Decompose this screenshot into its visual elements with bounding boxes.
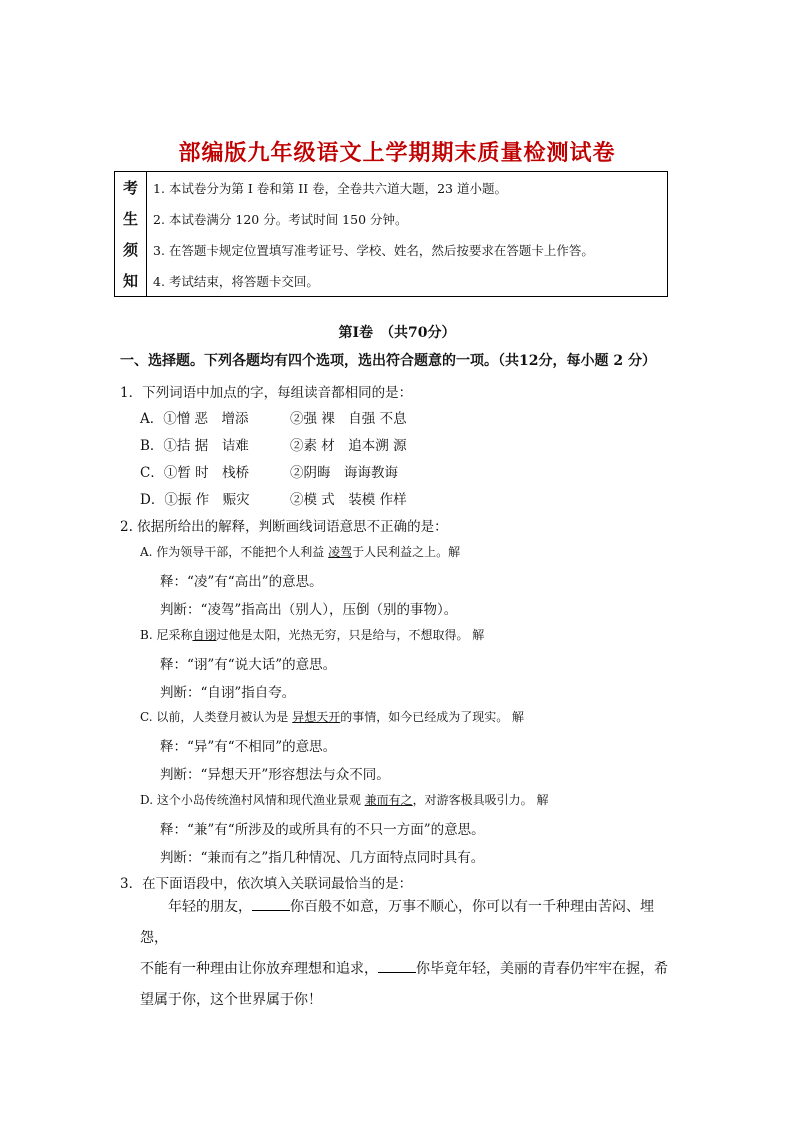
q2-option-a [140,543,460,560]
q1-stem: 1．下列词语中加点的字，每组读音都相同的是： [120,385,413,401]
q2-c-explanation: 释：“异”有“不相同”的意思。 [160,739,337,755]
notice-label [115,172,147,296]
q2-stem: 2. 依据所给出的解释，判断画线词语意思不正确的是： [120,519,448,535]
q2-option-d [140,791,548,808]
part1-title: 一、选择题。下列各题均有四个选项，选出符合题意的一项。（共12分，每小题 2 分） [120,353,656,369]
notice-label-char: 生 [122,210,138,228]
section-title: 第Ⅰ卷 （共70分） [338,325,456,341]
q2-a-explanation: 释：“凌”有“高出”的意思。 [160,574,323,590]
notice-label-char: 须 [122,241,138,259]
q1-option-b-1: B．①拮 据 诘难 [140,438,249,454]
q3-stem: 3．在下面语段中，依次填入关联词最恰当的是： [120,876,413,892]
q2-d-underlined-word: 兼而有之 [364,793,413,807]
q3-passage-line-3: 望属于你，这个世界属于你！ [140,992,322,1008]
q1-option-d-1: D．①振 作 赈灾 [140,492,250,508]
q3-text: 你毕竟年轻，美丽的青春仍牢牢在握，希 [416,961,668,977]
notice-item: 3. 在答题卡规定位置填写准考证号、学校、姓名，然后按要求在答题卡上作答。 [153,242,594,258]
q2-d-judgement: 判断：“兼而有之”指几种情况、几方面特点同时具有。 [160,850,485,866]
q2-d-post: ，对游客极具吸引力。 解 [412,793,549,807]
q1-option-a-2: ②强 裸 自强 不息 [290,411,407,427]
q2-b-explanation: 释：“诩”有“说大话”的意思。 [160,657,337,673]
notice-item: 1. 本试卷分为第 I 卷和第 II 卷，全卷共六道大题，23 道小题。 [153,180,507,196]
q2-c-underlined-word: 异想天开 [292,710,341,724]
q2-b-pre: B. 尼采称 [140,628,193,642]
q3-text: 年轻的朋友， [168,899,252,915]
q2-a-underlined-word: 凌驾 [328,545,353,559]
notice-items [147,172,667,296]
notice-label-char: 考 [122,179,138,197]
q1-option-d-2: ②模 式 装模 作样 [290,492,407,508]
notice-item: 2. 本试卷满分 120 分。考试时间 150 分钟。 [153,211,408,227]
q2-c-post: 的事情，如今已经成为了现实。 解 [340,710,525,724]
q1-option-c-2: ②阴晦 诲诲教诲 [290,465,398,481]
q1-option-c-1: C．①暂 时 栈桥 [140,465,250,481]
q3-text: 你百般不如意，万事不顺心，你可以有一千种理由苦闷、埋怨， [140,899,654,946]
q2-a-judgement: 判断：“凌驾”指高出（别人），压倒（别的事物）。 [160,602,458,618]
q2-b-judgement: 判断：“自诩”指自夸。 [160,685,296,701]
q2-option-c [140,708,524,725]
q2-b-underlined-word: 自诩 [192,628,217,642]
fill-blank-1[interactable] [252,898,290,911]
q2-d-explanation: 释：“兼”有“所涉及的或所具有的不只一方面”的意思。 [160,822,485,838]
q2-a-post: 于人民利益之上。解 [352,545,461,559]
q2-c-pre: C. 以前，人类登月被认为是 [140,710,293,724]
q2-a-pre: A. 作为领导干部，不能把个人利益 [140,545,329,559]
q1-option-a-1: A．①憎 恶 增添 [140,411,249,427]
notice-item: 4. 考试结束，将答题卡交回。 [153,273,319,289]
q3-text: 不能有一种理由让你放弃理想和追求， [140,961,378,977]
q3-passage [140,892,680,1016]
q2-c-judgement: 判断：“异想天开”形容想法与众不同。 [160,767,390,783]
fill-blank-2[interactable] [378,960,416,973]
q1-option-b-2: ②素 材 追本溯 源 [290,438,407,454]
q2-option-b [140,626,484,643]
q2-b-post: 过他是太阳，光热无穷，只是给与，不想取得。 解 [216,628,485,642]
document-title: 部编版九年级语文上学期期末质量检测试卷 [178,141,616,166]
notice-label-char: 知 [122,272,138,290]
q2-d-pre: D. 这个小岛传统渔村风情和现代渔业景观 [140,793,365,807]
exam-notice-box [114,171,668,297]
q3-passage-line-1 [140,892,680,954]
q3-passage-line-2 [140,954,680,985]
